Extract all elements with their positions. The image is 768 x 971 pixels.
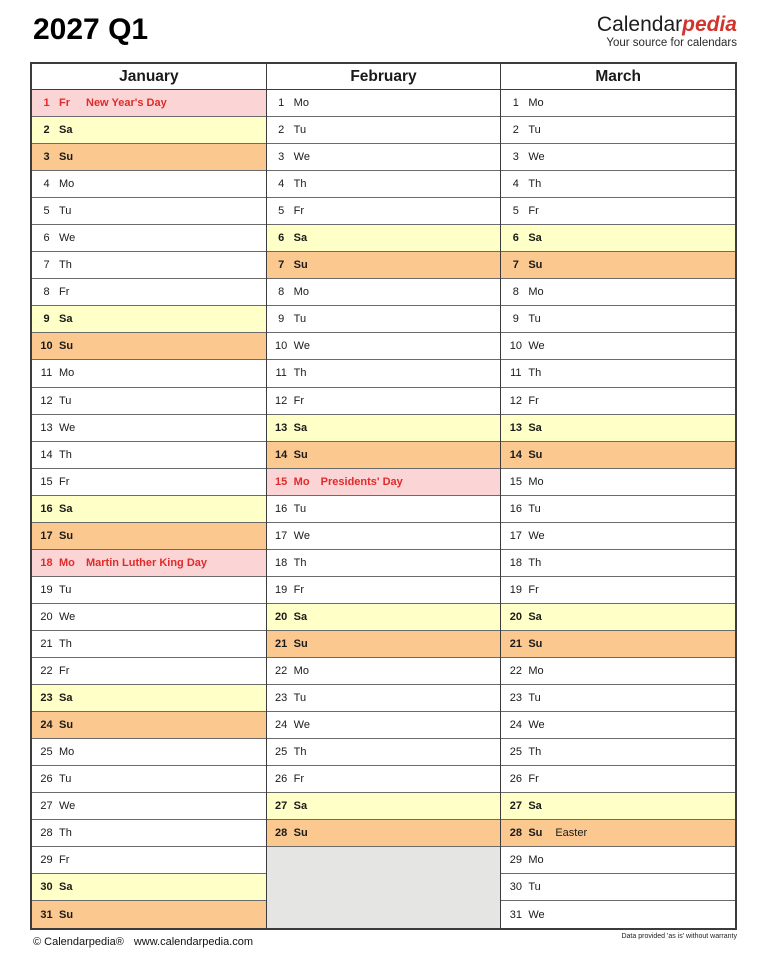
day-row xyxy=(32,901,266,928)
day-row xyxy=(32,442,266,469)
weekday-abbrev: Fr xyxy=(59,286,70,299)
day-number: 26 xyxy=(40,773,53,786)
weekday-abbrev: We xyxy=(293,529,310,542)
weekday-abbrev: Tu xyxy=(59,394,72,407)
day-number: 29 xyxy=(40,854,53,867)
day-row xyxy=(501,550,735,577)
day-number: 8 xyxy=(512,286,519,299)
day-row xyxy=(32,739,266,766)
day-row xyxy=(267,306,501,333)
day-number: 25 xyxy=(509,746,522,759)
website-url: www.calendarpedia.com xyxy=(133,936,254,948)
day-row xyxy=(501,388,735,415)
weekday-abbrev: Sa xyxy=(293,232,308,245)
day-number: 7 xyxy=(43,259,50,272)
weekday-abbrev: Fr xyxy=(293,394,305,407)
day-row xyxy=(267,793,501,820)
day-number: 7 xyxy=(278,259,285,272)
day-row xyxy=(501,252,735,279)
day-number: 18 xyxy=(40,556,53,569)
day-row xyxy=(267,523,501,550)
day-row xyxy=(32,469,266,496)
day-row xyxy=(32,117,266,144)
day-row xyxy=(32,360,266,387)
weekday-abbrev: We xyxy=(528,340,545,353)
day-number: 13 xyxy=(275,421,288,434)
day-number: 30 xyxy=(509,881,522,894)
day-number: 3 xyxy=(278,151,285,164)
day-row xyxy=(32,333,266,360)
copyright-text: © Calendarpedia® xyxy=(33,936,124,948)
day-row xyxy=(267,415,501,442)
day-number: 4 xyxy=(512,178,519,191)
day-number: 28 xyxy=(509,827,522,840)
day-number: 27 xyxy=(509,800,522,813)
day-number: 8 xyxy=(278,286,285,299)
day-row xyxy=(501,117,735,144)
weekday-abbrev: Th xyxy=(528,556,542,569)
day-row xyxy=(501,739,735,766)
day-number: 16 xyxy=(40,502,53,515)
day-row xyxy=(267,604,501,631)
weekday-abbrev: Fr xyxy=(293,205,305,218)
weekday-abbrev: Mo xyxy=(528,475,544,488)
weekday-abbrev: Tu xyxy=(59,205,72,218)
weekday-abbrev: We xyxy=(528,719,545,732)
day-number: 18 xyxy=(509,556,522,569)
day-row xyxy=(267,360,501,387)
weekday-abbrev: Th xyxy=(59,259,72,272)
weekday-abbrev: Su xyxy=(59,719,74,732)
day-row xyxy=(501,631,735,658)
day-row xyxy=(501,198,735,225)
day-row xyxy=(267,333,501,360)
weekday-abbrev: Tu xyxy=(59,773,72,786)
day-number: 17 xyxy=(509,529,522,542)
day-row xyxy=(501,901,735,928)
day-number: 14 xyxy=(40,448,53,461)
holiday-label: New Year's Day xyxy=(86,97,167,110)
weekday-abbrev: Fr xyxy=(528,773,539,786)
weekday-abbrev: Tu xyxy=(293,502,307,515)
day-row xyxy=(32,496,266,523)
day-row xyxy=(267,198,501,225)
day-row xyxy=(267,631,501,658)
day-number: 25 xyxy=(275,746,288,759)
day-row xyxy=(501,766,735,793)
weekday-abbrev: Su xyxy=(59,529,74,542)
weekday-abbrev: Su xyxy=(528,637,543,650)
weekday-abbrev: Th xyxy=(59,448,72,461)
day-row xyxy=(501,306,735,333)
day-number: 19 xyxy=(509,583,522,596)
day-number: 9 xyxy=(512,313,519,326)
day-number: 1 xyxy=(278,97,285,110)
logo-wordmark xyxy=(597,13,737,36)
weekday-abbrev: Fr xyxy=(293,773,305,786)
day-row xyxy=(501,415,735,442)
weekday-abbrev: We xyxy=(293,719,310,732)
weekday-abbrev: We xyxy=(59,232,76,245)
day-row xyxy=(32,144,266,171)
day-number: 21 xyxy=(509,637,522,650)
weekday-abbrev: Fr xyxy=(59,475,70,488)
day-number: 8 xyxy=(43,286,50,299)
day-row xyxy=(32,225,266,252)
day-row xyxy=(32,279,266,306)
day-row xyxy=(501,523,735,550)
day-number: 4 xyxy=(278,178,285,191)
day-row xyxy=(501,658,735,685)
weekday-abbrev: Fr xyxy=(59,97,70,110)
day-number: 2 xyxy=(43,124,50,137)
weekday-abbrev: Fr xyxy=(293,583,305,596)
month-header: January xyxy=(32,64,266,90)
day-number: 19 xyxy=(275,583,288,596)
weekday-abbrev: Fr xyxy=(59,854,70,867)
day-number: 3 xyxy=(512,151,519,164)
footer-copyright xyxy=(33,936,253,948)
day-row xyxy=(32,847,266,874)
weekday-abbrev: Su xyxy=(293,637,308,650)
weekday-abbrev: Su xyxy=(528,827,543,840)
day-number: 23 xyxy=(275,692,288,705)
day-row xyxy=(32,631,266,658)
day-row xyxy=(501,333,735,360)
day-number: 21 xyxy=(275,637,288,650)
weekday-abbrev: Mo xyxy=(293,665,309,677)
day-row xyxy=(32,658,266,685)
weekday-abbrev: Su xyxy=(528,448,543,461)
weekday-abbrev: Sa xyxy=(59,692,73,705)
weekday-abbrev: Sa xyxy=(293,610,308,623)
weekday-abbrev: Th xyxy=(293,556,307,569)
day-number: 11 xyxy=(40,367,53,380)
weekday-abbrev: Mo xyxy=(293,475,310,488)
day-number: 13 xyxy=(509,421,522,434)
weekday-abbrev: We xyxy=(59,800,76,813)
weekday-abbrev: Tu xyxy=(528,881,541,894)
day-number: 16 xyxy=(509,502,522,515)
day-number: 26 xyxy=(275,773,288,786)
weekday-abbrev: We xyxy=(293,151,310,164)
weekday-abbrev: Th xyxy=(528,178,542,191)
day-number: 22 xyxy=(40,665,53,677)
day-row xyxy=(267,171,501,198)
weekday-abbrev: Tu xyxy=(528,502,541,515)
day-row xyxy=(267,739,501,766)
weekday-abbrev: Th xyxy=(59,637,72,650)
weekday-abbrev: Mo xyxy=(59,367,75,380)
day-row xyxy=(32,874,266,901)
day-number: 11 xyxy=(510,367,522,380)
day-row xyxy=(32,171,266,198)
day-number: 20 xyxy=(509,610,522,623)
weekday-abbrev: Fr xyxy=(59,665,70,677)
weekday-abbrev: Tu xyxy=(528,124,541,137)
day-number: 31 xyxy=(40,908,53,921)
day-number: 6 xyxy=(278,232,285,245)
day-row xyxy=(32,793,266,820)
day-row xyxy=(267,469,501,496)
day-row xyxy=(32,415,266,442)
day-number: 2 xyxy=(512,124,519,137)
day-number: 12 xyxy=(509,394,522,407)
weekday-abbrev: We xyxy=(528,529,545,542)
weekday-abbrev: Su xyxy=(528,259,543,272)
day-row xyxy=(267,496,501,523)
day-row xyxy=(267,658,501,685)
weekday-abbrev: Sa xyxy=(293,800,308,813)
day-row xyxy=(267,252,501,279)
weekday-abbrev: Mo xyxy=(293,97,309,110)
weekday-abbrev: Fr xyxy=(528,205,539,218)
weekday-abbrev: Mo xyxy=(528,665,544,677)
weekday-abbrev: Mo xyxy=(59,178,75,191)
day-number: 20 xyxy=(275,610,288,623)
weekday-abbrev: Sa xyxy=(528,421,542,434)
day-number: 17 xyxy=(275,529,288,542)
weekday-abbrev: Tu xyxy=(293,313,307,326)
day-row xyxy=(32,766,266,793)
day-row xyxy=(501,577,735,604)
weekday-abbrev: We xyxy=(528,908,545,921)
weekday-abbrev: Sa xyxy=(59,881,73,894)
day-row xyxy=(267,820,501,847)
weekday-abbrev: Th xyxy=(59,827,72,840)
weekday-abbrev: Su xyxy=(59,908,74,921)
weekday-abbrev: Th xyxy=(528,367,542,380)
day-number: 7 xyxy=(512,259,519,272)
day-row xyxy=(501,90,735,117)
day-row xyxy=(501,874,735,901)
day-number: 21 xyxy=(40,637,53,650)
day-number: 5 xyxy=(512,205,519,218)
day-row xyxy=(501,225,735,252)
weekday-abbrev: Tu xyxy=(528,692,541,705)
day-number: 14 xyxy=(275,448,288,461)
day-row xyxy=(267,279,501,306)
day-row xyxy=(32,685,266,712)
day-number: 29 xyxy=(509,854,522,867)
month-header: February xyxy=(267,64,501,90)
day-row xyxy=(267,225,501,252)
day-row xyxy=(32,90,266,117)
day-row xyxy=(32,712,266,739)
weekday-abbrev: Sa xyxy=(528,800,542,813)
day-number: 10 xyxy=(40,340,53,353)
day-number: 5 xyxy=(278,205,285,218)
weekday-abbrev: Mo xyxy=(59,556,75,569)
day-number: 15 xyxy=(275,475,288,488)
weekday-abbrev: Mo xyxy=(528,97,544,110)
footer-disclaimer: Data provided 'as is' without warranty xyxy=(621,933,737,940)
day-number: 17 xyxy=(40,529,53,542)
weekday-abbrev: We xyxy=(59,421,76,434)
month-header: March xyxy=(501,64,735,90)
weekday-abbrev: Fr xyxy=(528,394,539,407)
page-title: 2027 Q1 xyxy=(33,13,149,46)
weekday-abbrev: Th xyxy=(293,746,307,759)
weekday-abbrev: Sa xyxy=(59,124,73,137)
weekday-abbrev: Fr xyxy=(528,583,539,596)
day-number: 23 xyxy=(40,692,53,705)
day-row xyxy=(32,306,266,333)
day-row xyxy=(267,144,501,171)
day-number: 10 xyxy=(509,340,522,353)
day-number: 14 xyxy=(509,448,522,461)
weekday-abbrev: Su xyxy=(59,340,74,353)
weekday-abbrev: Su xyxy=(293,259,308,272)
weekday-abbrev: Sa xyxy=(59,313,73,326)
month-column-january xyxy=(32,64,267,928)
day-number: 27 xyxy=(40,800,53,813)
day-number: 22 xyxy=(275,665,288,677)
day-number: 27 xyxy=(275,800,288,813)
day-number: 24 xyxy=(509,719,522,732)
empty-days-area xyxy=(267,847,501,928)
weekday-abbrev: Sa xyxy=(293,421,308,434)
day-row xyxy=(501,685,735,712)
weekday-abbrev: Th xyxy=(528,746,542,759)
month-column-february xyxy=(267,64,502,928)
day-number: 6 xyxy=(43,232,50,245)
weekday-abbrev: Su xyxy=(293,448,308,461)
day-row xyxy=(501,442,735,469)
day-number: 20 xyxy=(40,610,53,623)
day-row xyxy=(32,577,266,604)
day-row xyxy=(32,604,266,631)
day-number: 23 xyxy=(509,692,522,705)
holiday-label: Easter xyxy=(555,827,588,840)
day-number: 12 xyxy=(40,394,53,407)
weekday-abbrev: Sa xyxy=(528,232,542,245)
day-number: 22 xyxy=(509,665,522,677)
day-number: 28 xyxy=(275,827,288,840)
weekday-abbrev: Sa xyxy=(528,610,542,623)
day-number: 12 xyxy=(275,394,288,407)
day-number: 19 xyxy=(40,583,53,596)
day-row xyxy=(32,523,266,550)
day-row xyxy=(267,550,501,577)
day-number: 18 xyxy=(275,556,288,569)
day-row xyxy=(32,550,266,577)
day-row xyxy=(501,820,735,847)
weekday-abbrev: Th xyxy=(293,178,307,191)
day-number: 5 xyxy=(43,205,50,218)
day-row xyxy=(501,604,735,631)
day-number: 25 xyxy=(40,746,53,759)
weekday-abbrev: Mo xyxy=(293,286,309,299)
weekday-abbrev: Mo xyxy=(59,746,75,759)
weekday-abbrev: Mo xyxy=(528,854,544,867)
day-number: 31 xyxy=(509,908,522,921)
day-row xyxy=(501,279,735,306)
day-row xyxy=(267,117,501,144)
day-number: 24 xyxy=(275,719,288,732)
day-row xyxy=(32,820,266,847)
weekday-abbrev: Su xyxy=(293,827,308,840)
day-number: 28 xyxy=(40,827,53,840)
day-row xyxy=(501,712,735,739)
day-number: 26 xyxy=(509,773,522,786)
day-number: 24 xyxy=(40,719,53,732)
weekday-abbrev: Th xyxy=(293,367,307,380)
day-number: 15 xyxy=(40,475,53,488)
holiday-label: Presidents' Day xyxy=(320,475,403,488)
quarter-calendar-table xyxy=(30,62,737,930)
day-row xyxy=(501,469,735,496)
weekday-abbrev: Tu xyxy=(528,313,541,326)
day-number: 1 xyxy=(43,97,50,110)
day-number: 9 xyxy=(278,313,285,326)
day-row xyxy=(32,252,266,279)
day-number: 11 xyxy=(275,367,287,380)
day-row xyxy=(267,712,501,739)
day-number: 9 xyxy=(43,313,50,326)
day-row xyxy=(501,496,735,523)
day-row xyxy=(32,388,266,415)
day-row xyxy=(501,144,735,171)
day-number: 10 xyxy=(275,340,288,353)
logo-tagline: Your source for calendars xyxy=(606,37,737,50)
day-row xyxy=(267,577,501,604)
day-row xyxy=(267,442,501,469)
day-row xyxy=(501,793,735,820)
day-number: 15 xyxy=(509,475,522,488)
day-row xyxy=(267,685,501,712)
day-number: 1 xyxy=(512,97,519,110)
day-row xyxy=(267,388,501,415)
holiday-label: Martin Luther King Day xyxy=(86,556,208,569)
day-row xyxy=(267,90,501,117)
weekday-abbrev: We xyxy=(293,340,310,353)
day-number: 4 xyxy=(43,178,50,191)
day-number: 2 xyxy=(278,124,285,137)
day-row xyxy=(501,171,735,198)
weekday-abbrev: We xyxy=(528,151,545,164)
day-number: 13 xyxy=(40,421,53,434)
weekday-abbrev: Tu xyxy=(59,583,72,596)
weekday-abbrev: Tu xyxy=(293,124,307,137)
day-number: 6 xyxy=(512,232,519,245)
weekday-abbrev: Su xyxy=(59,151,74,164)
month-column-march xyxy=(501,64,735,928)
logo-text-red: pedia xyxy=(682,13,737,36)
day-number: 3 xyxy=(43,151,50,164)
weekday-abbrev: We xyxy=(59,610,76,623)
weekday-abbrev: Sa xyxy=(59,502,73,515)
day-row xyxy=(32,198,266,225)
day-number: 16 xyxy=(275,502,288,515)
day-row xyxy=(267,766,501,793)
day-row xyxy=(501,847,735,874)
weekday-abbrev: Mo xyxy=(528,286,544,299)
logo-text-black: Calendar xyxy=(596,13,683,36)
day-number: 30 xyxy=(40,881,53,894)
weekday-abbrev: Tu xyxy=(293,692,307,705)
calendarpedia-logo xyxy=(597,14,737,49)
day-row xyxy=(501,360,735,387)
